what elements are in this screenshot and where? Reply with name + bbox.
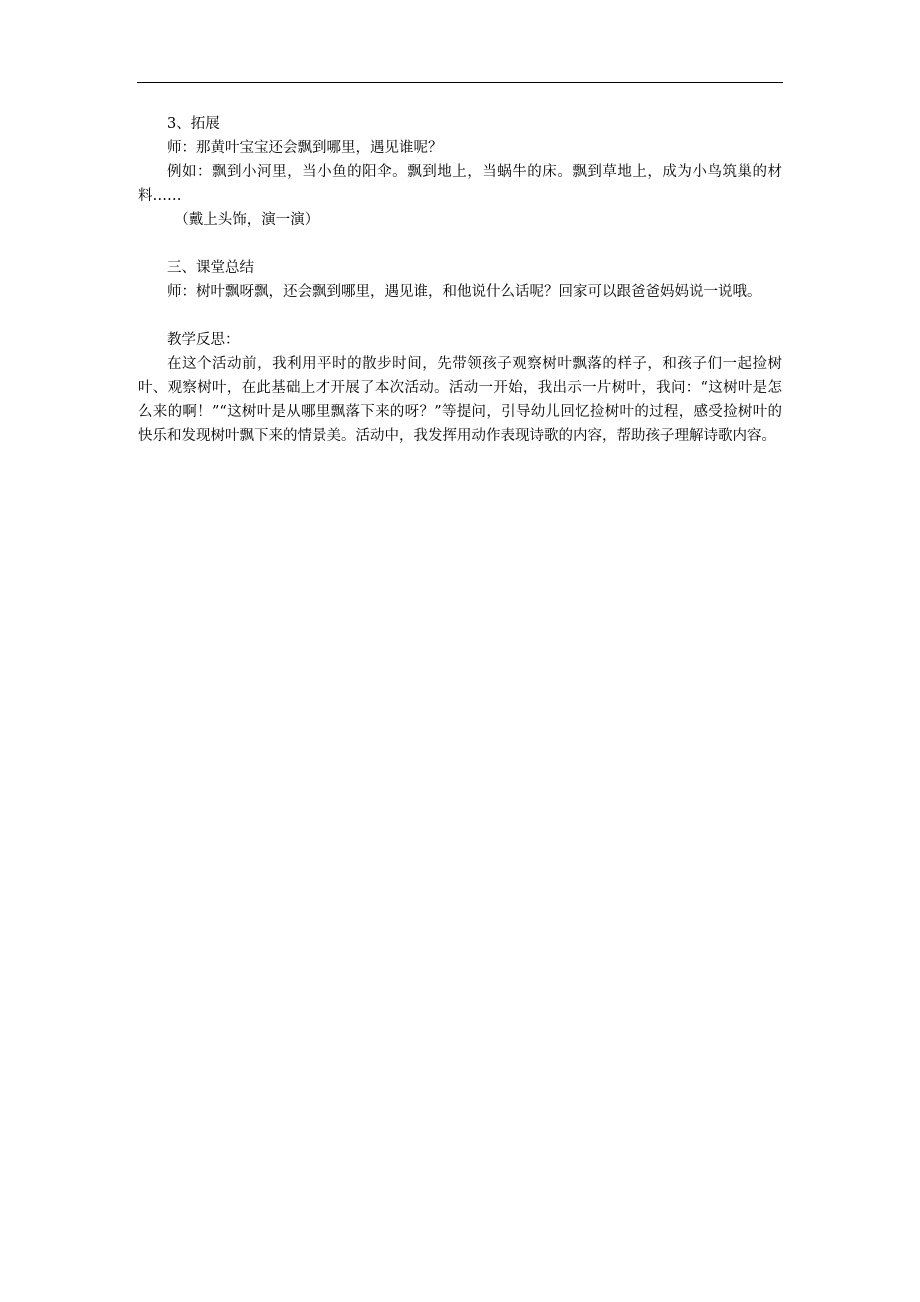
reflection-text: 在这个活动前，我利用平时的散步时间，先带领孩子观察树叶飘落的样子，和孩子们一起捡树叶、观察树叶，在此基础上才开展了本次活动。活动一开始，我出示一片树叶，我问：“这树叶是怎么来的啊！”“这树叶是从哪里飘落下来的呀？”等提问，引导幼儿回忆捡树叶的过程，感受捡树叶的快乐和发现树叶飘下来的情景美。活动中，我发挥用动作表现诗歌的内容，帮助孩子理解诗歌内容。: [138, 356, 782, 444]
summary-heading: 三、课堂总结: [167, 260, 254, 276]
summary-text: 师：树叶飘呀飘，还会飘到哪里，遇见谁，和他说什么话呢？回家可以跟爸爸妈妈说一说哦。: [167, 284, 762, 300]
extension-heading: 3、拓展: [167, 116, 220, 132]
reflection-heading: 教学反思：: [167, 332, 240, 348]
header-rule: [137, 82, 783, 83]
spacer: [138, 304, 782, 328]
extension-question: 师：那黄叶宝宝还会飘到哪里，遇见谁呢？: [167, 140, 443, 156]
extension-example: 例如：飘到小河里，当小鱼的阳伞。飘到地上，当蜗牛的床。飘到草地上，成为小鸟筑巢的材料……: [138, 164, 782, 204]
extension-action: （戴上头饰，演一演）: [174, 212, 320, 228]
spacer: [138, 232, 782, 256]
document-body: [138, 112, 782, 448]
